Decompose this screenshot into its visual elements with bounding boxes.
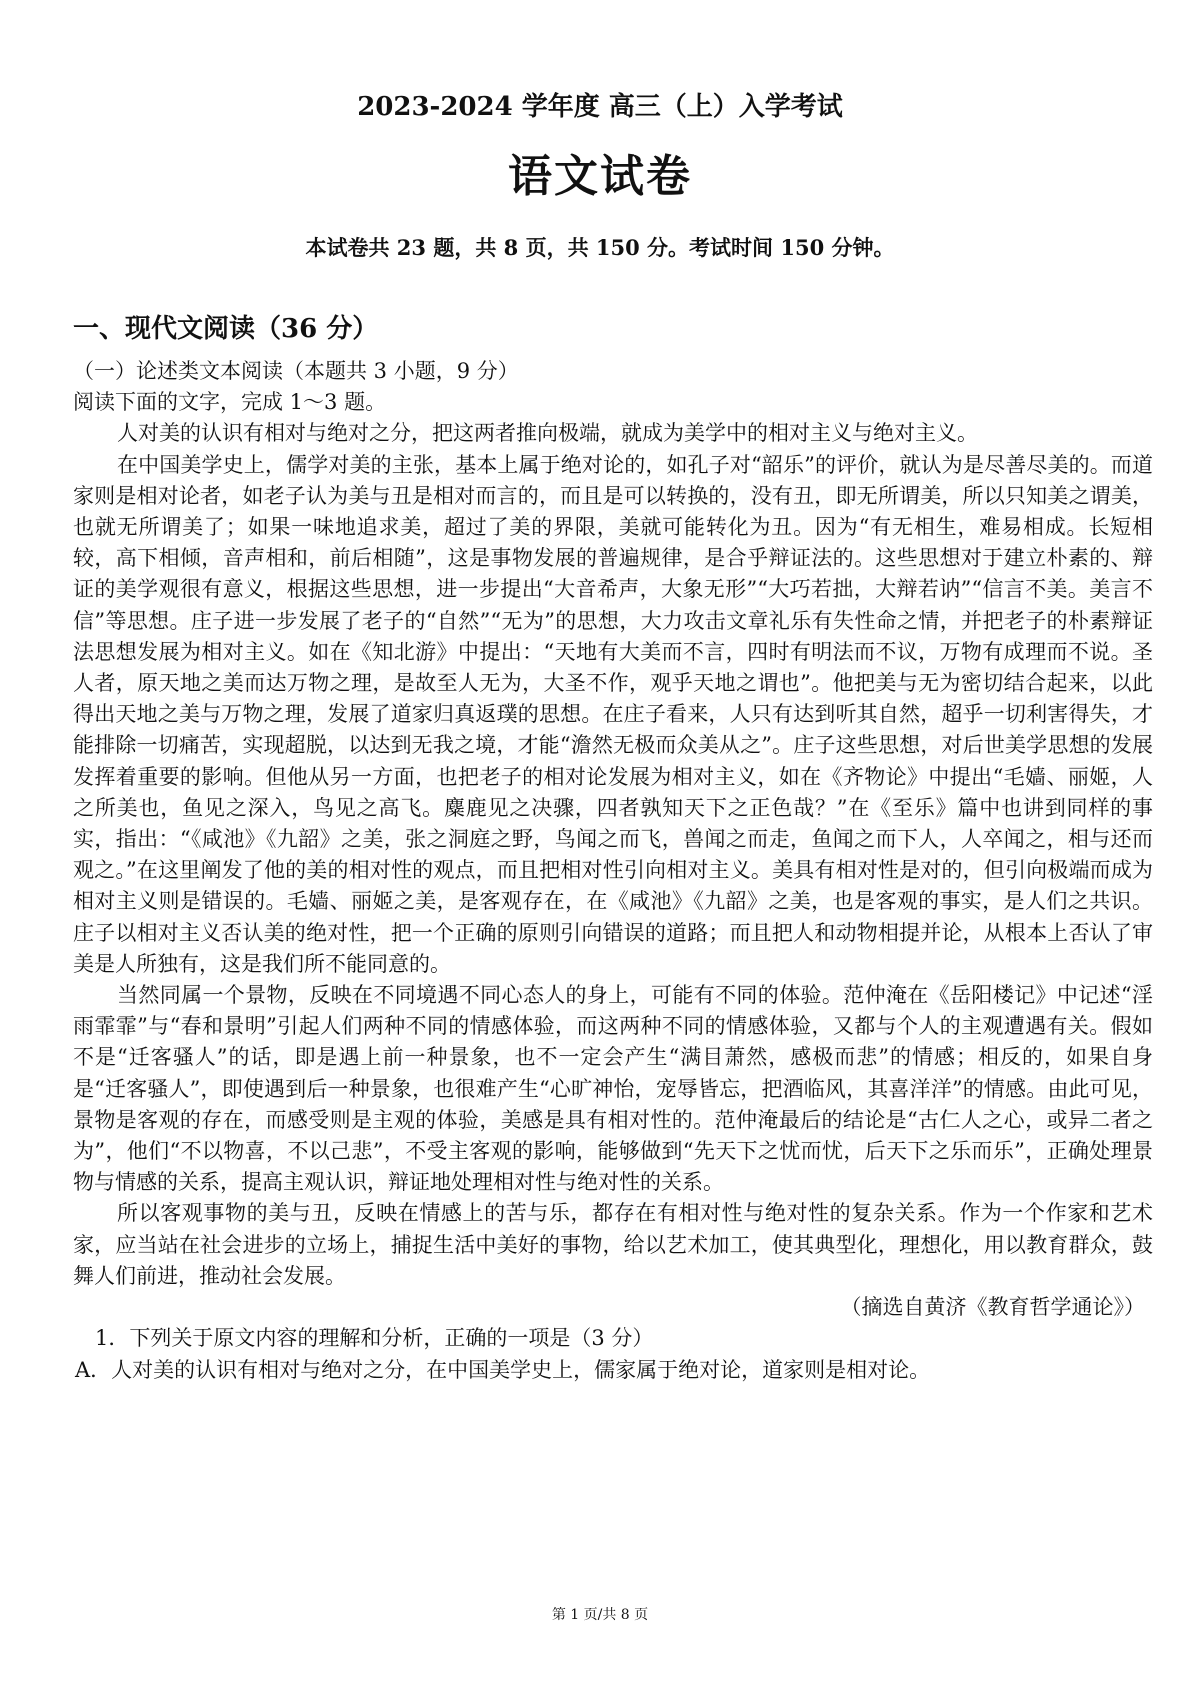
question-1-option-a: A．人对美的认识有相对与绝对之分，在中国美学史上，儒家属于绝对论，道家则是相对论。 — [75, 1357, 931, 1382]
subsection-label: （一）论述类文本阅读（本题共 3 小题，9 分） — [73, 359, 519, 383]
passage-source: （摘选自黄济《教育哲学通论》） — [840, 1295, 1145, 1320]
reading-passage — [73, 356, 1153, 1386]
exam-title: 2023-2024 学年度 高三（上）入学考试 — [357, 92, 843, 122]
page-number: 第 1 页/共 8 页 — [551, 1607, 649, 1623]
passage-paragraph: 人对美的认识有相对与绝对之分，把这两者推向极端，就成为美学中的相对主义与绝对主义。 — [117, 421, 978, 446]
passage-paragraph: 当然同属一个景物，反映在不同境遇不同心态人的身上，可能有不同的体验。范仲淹在《岳阳楼记》中记述“淫雨霏霏”与“春和景明”引起人们两种不同的情感体验，而这两种不同的情感体验，又都与个人的主观遭遇有关。假如不是“迁客骚人”的话，即是遇上前一种景象，也不一定会产生“满目萧然，感极而悲”的情感；相反的，如果自身是“迁客骚人”，即使遇到后一种景象，也很难产生“心旷神怡，宠辱皆忘，把酒临风，其喜洋洋”的情感。由此可见，景物是客观的存在，而感受则是主观的体验，美感是具有相对性的。范仲淹最后的结论是“古仁人之心，或异二者之为”，他们“不以物喜，不以己悲”，不受主客观的影响，能够做到“先天下之忧而忧，后天下之乐而乐”，正确处理景物与情感的关系，提高主观认识，辩证地处理相对性与绝对性的关系。 — [73, 983, 1153, 1195]
section-heading: 一、现代文阅读（36 分） — [73, 314, 379, 344]
reading-instruction: 阅读下面的文字，完成 1～3 题。 — [73, 390, 387, 415]
exam-info: 本试卷共 23 题，共 8 页，共 150 分。考试时间 150 分钟。 — [305, 235, 895, 260]
passage-paragraph: 所以客观事物的美与丑，反映在情感上的苦与乐，都存在有相对性与绝对性的复杂关系。作为一个作家和艺术家，应当站在社会进步的立场上，捕捉生活中美好的事物，给以艺术加工，使其典型化，理想化，用以教育群众，鼓舞人们前进，推动社会发展。 — [73, 1201, 1153, 1288]
passage-paragraph: 在中国美学史上，儒学对美的主张，基本上属于绝对论的，如孔子对“韶乐”的评价，就认为是尽善尽美的。而道家则是相对论者，如老子认为美与丑是相对而言的，而且是可以转换的，没有丑，即无所谓美，所以只知美之谓美，也就无所谓美了；如果一味地追求美，超过了美的界限，美就可能转化为丑。因为“有无相生，难易相成。长短相较，高下相倾，音声相和，前后相随”，这是事物发展的普遍规律，是合乎辩证法的。这些思想对于建立朴素的、辩证的美学观很有意义，根据这些思想，进一步提出“大音希声，大象无形”“大巧若拙，大辩若讷”“信言不美。美言不信”等思想。庄子进一步发展了老子的“自然”“无为”的思想，大力攻击文章礼乐有失性命之情，并把老子的朴素辩证法思想发展为相对主义。如在《知北游》中提出：“天地有大美而不言，四时有明法而不议，万物有成理而不说。圣人者，原天地之美而达万物之理，是故至人无为，大圣不作，观乎天地之谓也”。他把美与无为密切结合起来，以此得出天地之美与万物之理，发展了道家归真返璞的思想。在庄子看来，人只有达到听其自然，超乎一切利害得失，才能排除一切痛苦，实现超脱，以达到无我之境，才能“澹然无极而众美从之”。庄子这些思想，对后世美学思想的发展发挥着重要的影响。但他从另一方面，也把老子的相对论发展为相对主义，如在《齐物论》中提出“毛嫱、丽姬，人之所美也，鱼见之深入，鸟见之高飞。麋鹿见之决骤，四者孰知天下之正色哉？”在《至乐》篇中也讲到同样的事实，指出：“《咸池》《九韶》之美，张之洞庭之野，鸟闻之而飞，兽闻之而走，鱼闻之而下人，人卒闻之，相与还而观之。”在这里阐发了他的美的相对性的观点，而且把相对性引向相对主义。美具有相对性是对的，但引向极端而成为相对主义则是错误的。毛嫱、丽姬之美，是客观存在，在《咸池》《九韶》之美，也是客观的事实，是人们之共识。庄子以相对主义否认美的绝对性，把一个正确的原则引向错误的道路；而且把人和动物相提并论，从根本上否认了审美是人所独有，这是我们所不能同意的。 — [73, 452, 1153, 976]
question-1-stem: 1．下列关于原文内容的理解和分析，正确的一项是（3 分） — [95, 1326, 654, 1351]
subject-title: 语文试卷 — [508, 151, 692, 202]
